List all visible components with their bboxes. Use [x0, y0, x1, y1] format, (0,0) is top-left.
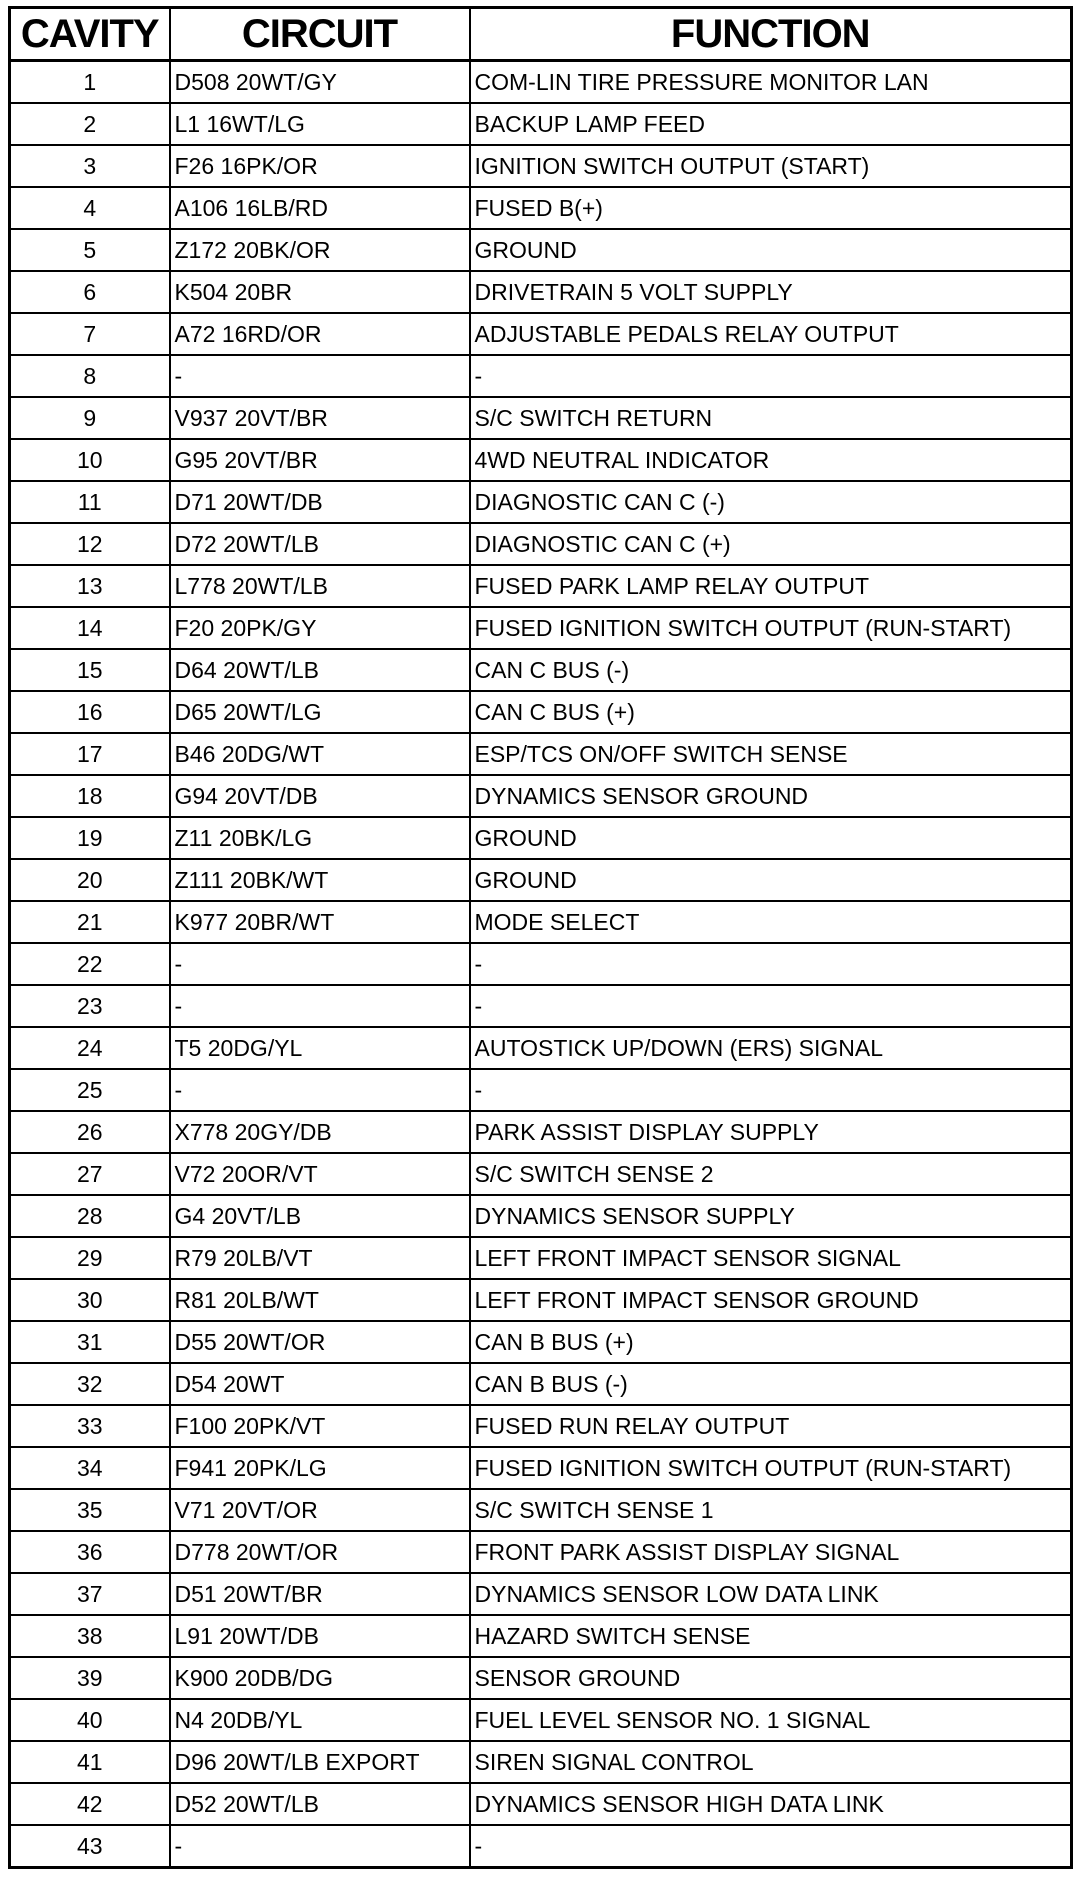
cavity-cell: 33 [10, 1405, 170, 1447]
table-row [10, 1699, 1072, 1741]
function-cell: DIAGNOSTIC CAN C (-) [470, 481, 1072, 523]
circuit-cell: A106 16LB/RD [170, 187, 470, 229]
cavity-cell: 8 [10, 355, 170, 397]
circuit-cell: - [170, 1825, 470, 1868]
table-row [10, 313, 1072, 355]
function-cell: GROUND [470, 817, 1072, 859]
function-cell: GROUND [470, 229, 1072, 271]
table-row [10, 1615, 1072, 1657]
table-row [10, 355, 1072, 397]
cavity-cell: 20 [10, 859, 170, 901]
cavity-cell: 12 [10, 523, 170, 565]
table-row [10, 397, 1072, 439]
function-cell: AUTOSTICK UP/DOWN (ERS) SIGNAL [470, 1027, 1072, 1069]
circuit-cell: B46 20DG/WT [170, 733, 470, 775]
circuit-cell: G95 20VT/BR [170, 439, 470, 481]
function-cell: - [470, 355, 1072, 397]
function-cell: LEFT FRONT IMPACT SENSOR GROUND [470, 1279, 1072, 1321]
function-cell: FUSED IGNITION SWITCH OUTPUT (RUN-START) [470, 607, 1072, 649]
cavity-cell: 25 [10, 1069, 170, 1111]
cavity-cell: 5 [10, 229, 170, 271]
circuit-cell: D55 20WT/OR [170, 1321, 470, 1363]
function-cell: - [470, 943, 1072, 985]
circuit-cell: N4 20DB/YL [170, 1699, 470, 1741]
cavity-cell: 24 [10, 1027, 170, 1069]
cavity-cell: 35 [10, 1489, 170, 1531]
table-row [10, 1531, 1072, 1573]
table-row [10, 1657, 1072, 1699]
table-row [10, 1783, 1072, 1825]
cavity-cell: 36 [10, 1531, 170, 1573]
circuit-header: CIRCUIT [170, 8, 470, 61]
table-row [10, 187, 1072, 229]
function-cell: GROUND [470, 859, 1072, 901]
cavity-cell: 27 [10, 1153, 170, 1195]
table-row [10, 817, 1072, 859]
circuit-cell: D52 20WT/LB [170, 1783, 470, 1825]
connector-pinout-table [8, 6, 1073, 1869]
table-row [10, 565, 1072, 607]
circuit-cell: V72 20OR/VT [170, 1153, 470, 1195]
circuit-cell: R79 20LB/VT [170, 1237, 470, 1279]
cavity-cell: 6 [10, 271, 170, 313]
cavity-cell: 23 [10, 985, 170, 1027]
function-cell: LEFT FRONT IMPACT SENSOR SIGNAL [470, 1237, 1072, 1279]
table-row [10, 439, 1072, 481]
table-row [10, 901, 1072, 943]
function-cell: ADJUSTABLE PEDALS RELAY OUTPUT [470, 313, 1072, 355]
function-cell: IGNITION SWITCH OUTPUT (START) [470, 145, 1072, 187]
table-row [10, 1111, 1072, 1153]
circuit-cell: D96 20WT/LB EXPORT [170, 1741, 470, 1783]
cavity-cell: 26 [10, 1111, 170, 1153]
function-cell: S/C SWITCH SENSE 2 [470, 1153, 1072, 1195]
function-cell: DYNAMICS SENSOR GROUND [470, 775, 1072, 817]
table-row [10, 1237, 1072, 1279]
function-cell: MODE SELECT [470, 901, 1072, 943]
table-row [10, 229, 1072, 271]
circuit-cell: X778 20GY/DB [170, 1111, 470, 1153]
function-cell: HAZARD SWITCH SENSE [470, 1615, 1072, 1657]
circuit-cell: G4 20VT/LB [170, 1195, 470, 1237]
table-row [10, 1321, 1072, 1363]
cavity-cell: 3 [10, 145, 170, 187]
function-cell: SENSOR GROUND [470, 1657, 1072, 1699]
function-cell: - [470, 985, 1072, 1027]
table-row [10, 1279, 1072, 1321]
function-cell: FUSED RUN RELAY OUTPUT [470, 1405, 1072, 1447]
circuit-cell: V71 20VT/OR [170, 1489, 470, 1531]
cavity-cell: 17 [10, 733, 170, 775]
circuit-cell: Z11 20BK/LG [170, 817, 470, 859]
function-cell: FRONT PARK ASSIST DISPLAY SIGNAL [470, 1531, 1072, 1573]
function-cell: DYNAMICS SENSOR LOW DATA LINK [470, 1573, 1072, 1615]
cavity-cell: 28 [10, 1195, 170, 1237]
function-cell: COM-LIN TIRE PRESSURE MONITOR LAN [470, 61, 1072, 104]
function-cell: DIAGNOSTIC CAN C (+) [470, 523, 1072, 565]
function-cell: ESP/TCS ON/OFF SWITCH SENSE [470, 733, 1072, 775]
cavity-cell: 31 [10, 1321, 170, 1363]
function-cell: CAN B BUS (-) [470, 1363, 1072, 1405]
table-row [10, 775, 1072, 817]
cavity-cell: 21 [10, 901, 170, 943]
cavity-cell: 38 [10, 1615, 170, 1657]
function-cell: S/C SWITCH SENSE 1 [470, 1489, 1072, 1531]
circuit-cell: D54 20WT [170, 1363, 470, 1405]
function-cell: FUSED B(+) [470, 187, 1072, 229]
function-cell: FUSED PARK LAMP RELAY OUTPUT [470, 565, 1072, 607]
function-cell: FUEL LEVEL SENSOR NO. 1 SIGNAL [470, 1699, 1072, 1741]
circuit-cell: D778 20WT/OR [170, 1531, 470, 1573]
cavity-cell: 16 [10, 691, 170, 733]
cavity-cell: 41 [10, 1741, 170, 1783]
cavity-cell: 37 [10, 1573, 170, 1615]
table-row [10, 1153, 1072, 1195]
circuit-cell: D64 20WT/LB [170, 649, 470, 691]
circuit-cell: - [170, 943, 470, 985]
function-cell: DYNAMICS SENSOR SUPPLY [470, 1195, 1072, 1237]
table-row [10, 733, 1072, 775]
cavity-cell: 7 [10, 313, 170, 355]
table-row [10, 649, 1072, 691]
table-row [10, 145, 1072, 187]
circuit-cell: - [170, 1069, 470, 1111]
cavity-cell: 29 [10, 1237, 170, 1279]
table-row [10, 1405, 1072, 1447]
circuit-cell: R81 20LB/WT [170, 1279, 470, 1321]
circuit-cell: D71 20WT/DB [170, 481, 470, 523]
circuit-cell: L1 16WT/LG [170, 103, 470, 145]
table-row [10, 523, 1072, 565]
function-cell: FUSED IGNITION SWITCH OUTPUT (RUN-START) [470, 1447, 1072, 1489]
cavity-cell: 32 [10, 1363, 170, 1405]
function-cell: DRIVETRAIN 5 VOLT SUPPLY [470, 271, 1072, 313]
table-row [10, 1741, 1072, 1783]
table-row [10, 271, 1072, 313]
table-row [10, 103, 1072, 145]
cavity-header: CAVITY [10, 8, 170, 61]
table-row [10, 1069, 1072, 1111]
table-row [10, 1447, 1072, 1489]
function-cell: - [470, 1825, 1072, 1868]
cavity-cell: 42 [10, 1783, 170, 1825]
function-cell: 4WD NEUTRAL INDICATOR [470, 439, 1072, 481]
circuit-cell: D65 20WT/LG [170, 691, 470, 733]
circuit-cell: K900 20DB/DG [170, 1657, 470, 1699]
cavity-cell: 19 [10, 817, 170, 859]
cavity-cell: 11 [10, 481, 170, 523]
cavity-cell: 2 [10, 103, 170, 145]
cavity-cell: 10 [10, 439, 170, 481]
table-row [10, 1195, 1072, 1237]
circuit-cell: D508 20WT/GY [170, 61, 470, 104]
cavity-cell: 9 [10, 397, 170, 439]
circuit-cell: D72 20WT/LB [170, 523, 470, 565]
circuit-cell: Z111 20BK/WT [170, 859, 470, 901]
table-row [10, 1363, 1072, 1405]
function-header: FUNCTION [470, 8, 1072, 61]
circuit-cell: V937 20VT/BR [170, 397, 470, 439]
table-row [10, 691, 1072, 733]
table-row [10, 481, 1072, 523]
circuit-cell: T5 20DG/YL [170, 1027, 470, 1069]
table-row [10, 859, 1072, 901]
function-cell: - [470, 1069, 1072, 1111]
circuit-cell: L91 20WT/DB [170, 1615, 470, 1657]
cavity-cell: 13 [10, 565, 170, 607]
table-row [10, 1489, 1072, 1531]
circuit-cell: - [170, 355, 470, 397]
cavity-cell: 34 [10, 1447, 170, 1489]
function-cell: DYNAMICS SENSOR HIGH DATA LINK [470, 1783, 1072, 1825]
circuit-cell: K977 20BR/WT [170, 901, 470, 943]
circuit-cell: G94 20VT/DB [170, 775, 470, 817]
cavity-cell: 40 [10, 1699, 170, 1741]
function-cell: CAN B BUS (+) [470, 1321, 1072, 1363]
function-cell: S/C SWITCH RETURN [470, 397, 1072, 439]
function-cell: SIREN SIGNAL CONTROL [470, 1741, 1072, 1783]
cavity-cell: 14 [10, 607, 170, 649]
cavity-cell: 15 [10, 649, 170, 691]
circuit-cell: L778 20WT/LB [170, 565, 470, 607]
function-cell: CAN C BUS (+) [470, 691, 1072, 733]
table-row [10, 985, 1072, 1027]
cavity-cell: 22 [10, 943, 170, 985]
function-cell: CAN C BUS (-) [470, 649, 1072, 691]
table-row [10, 61, 1072, 104]
circuit-cell: D51 20WT/BR [170, 1573, 470, 1615]
cavity-cell: 1 [10, 61, 170, 104]
function-cell: BACKUP LAMP FEED [470, 103, 1072, 145]
cavity-cell: 4 [10, 187, 170, 229]
table-row [10, 1027, 1072, 1069]
function-cell: PARK ASSIST DISPLAY SUPPLY [470, 1111, 1072, 1153]
table-row [10, 1573, 1072, 1615]
circuit-cell: - [170, 985, 470, 1027]
cavity-cell: 39 [10, 1657, 170, 1699]
circuit-cell: F20 20PK/GY [170, 607, 470, 649]
header-row [10, 8, 1072, 61]
circuit-cell: Z172 20BK/OR [170, 229, 470, 271]
circuit-cell: K504 20BR [170, 271, 470, 313]
table-row [10, 1825, 1072, 1868]
cavity-cell: 30 [10, 1279, 170, 1321]
circuit-cell: F941 20PK/LG [170, 1447, 470, 1489]
circuit-cell: F26 16PK/OR [170, 145, 470, 187]
table-row [10, 607, 1072, 649]
table-row [10, 943, 1072, 985]
circuit-cell: A72 16RD/OR [170, 313, 470, 355]
cavity-cell: 18 [10, 775, 170, 817]
circuit-cell: F100 20PK/VT [170, 1405, 470, 1447]
cavity-cell: 43 [10, 1825, 170, 1868]
